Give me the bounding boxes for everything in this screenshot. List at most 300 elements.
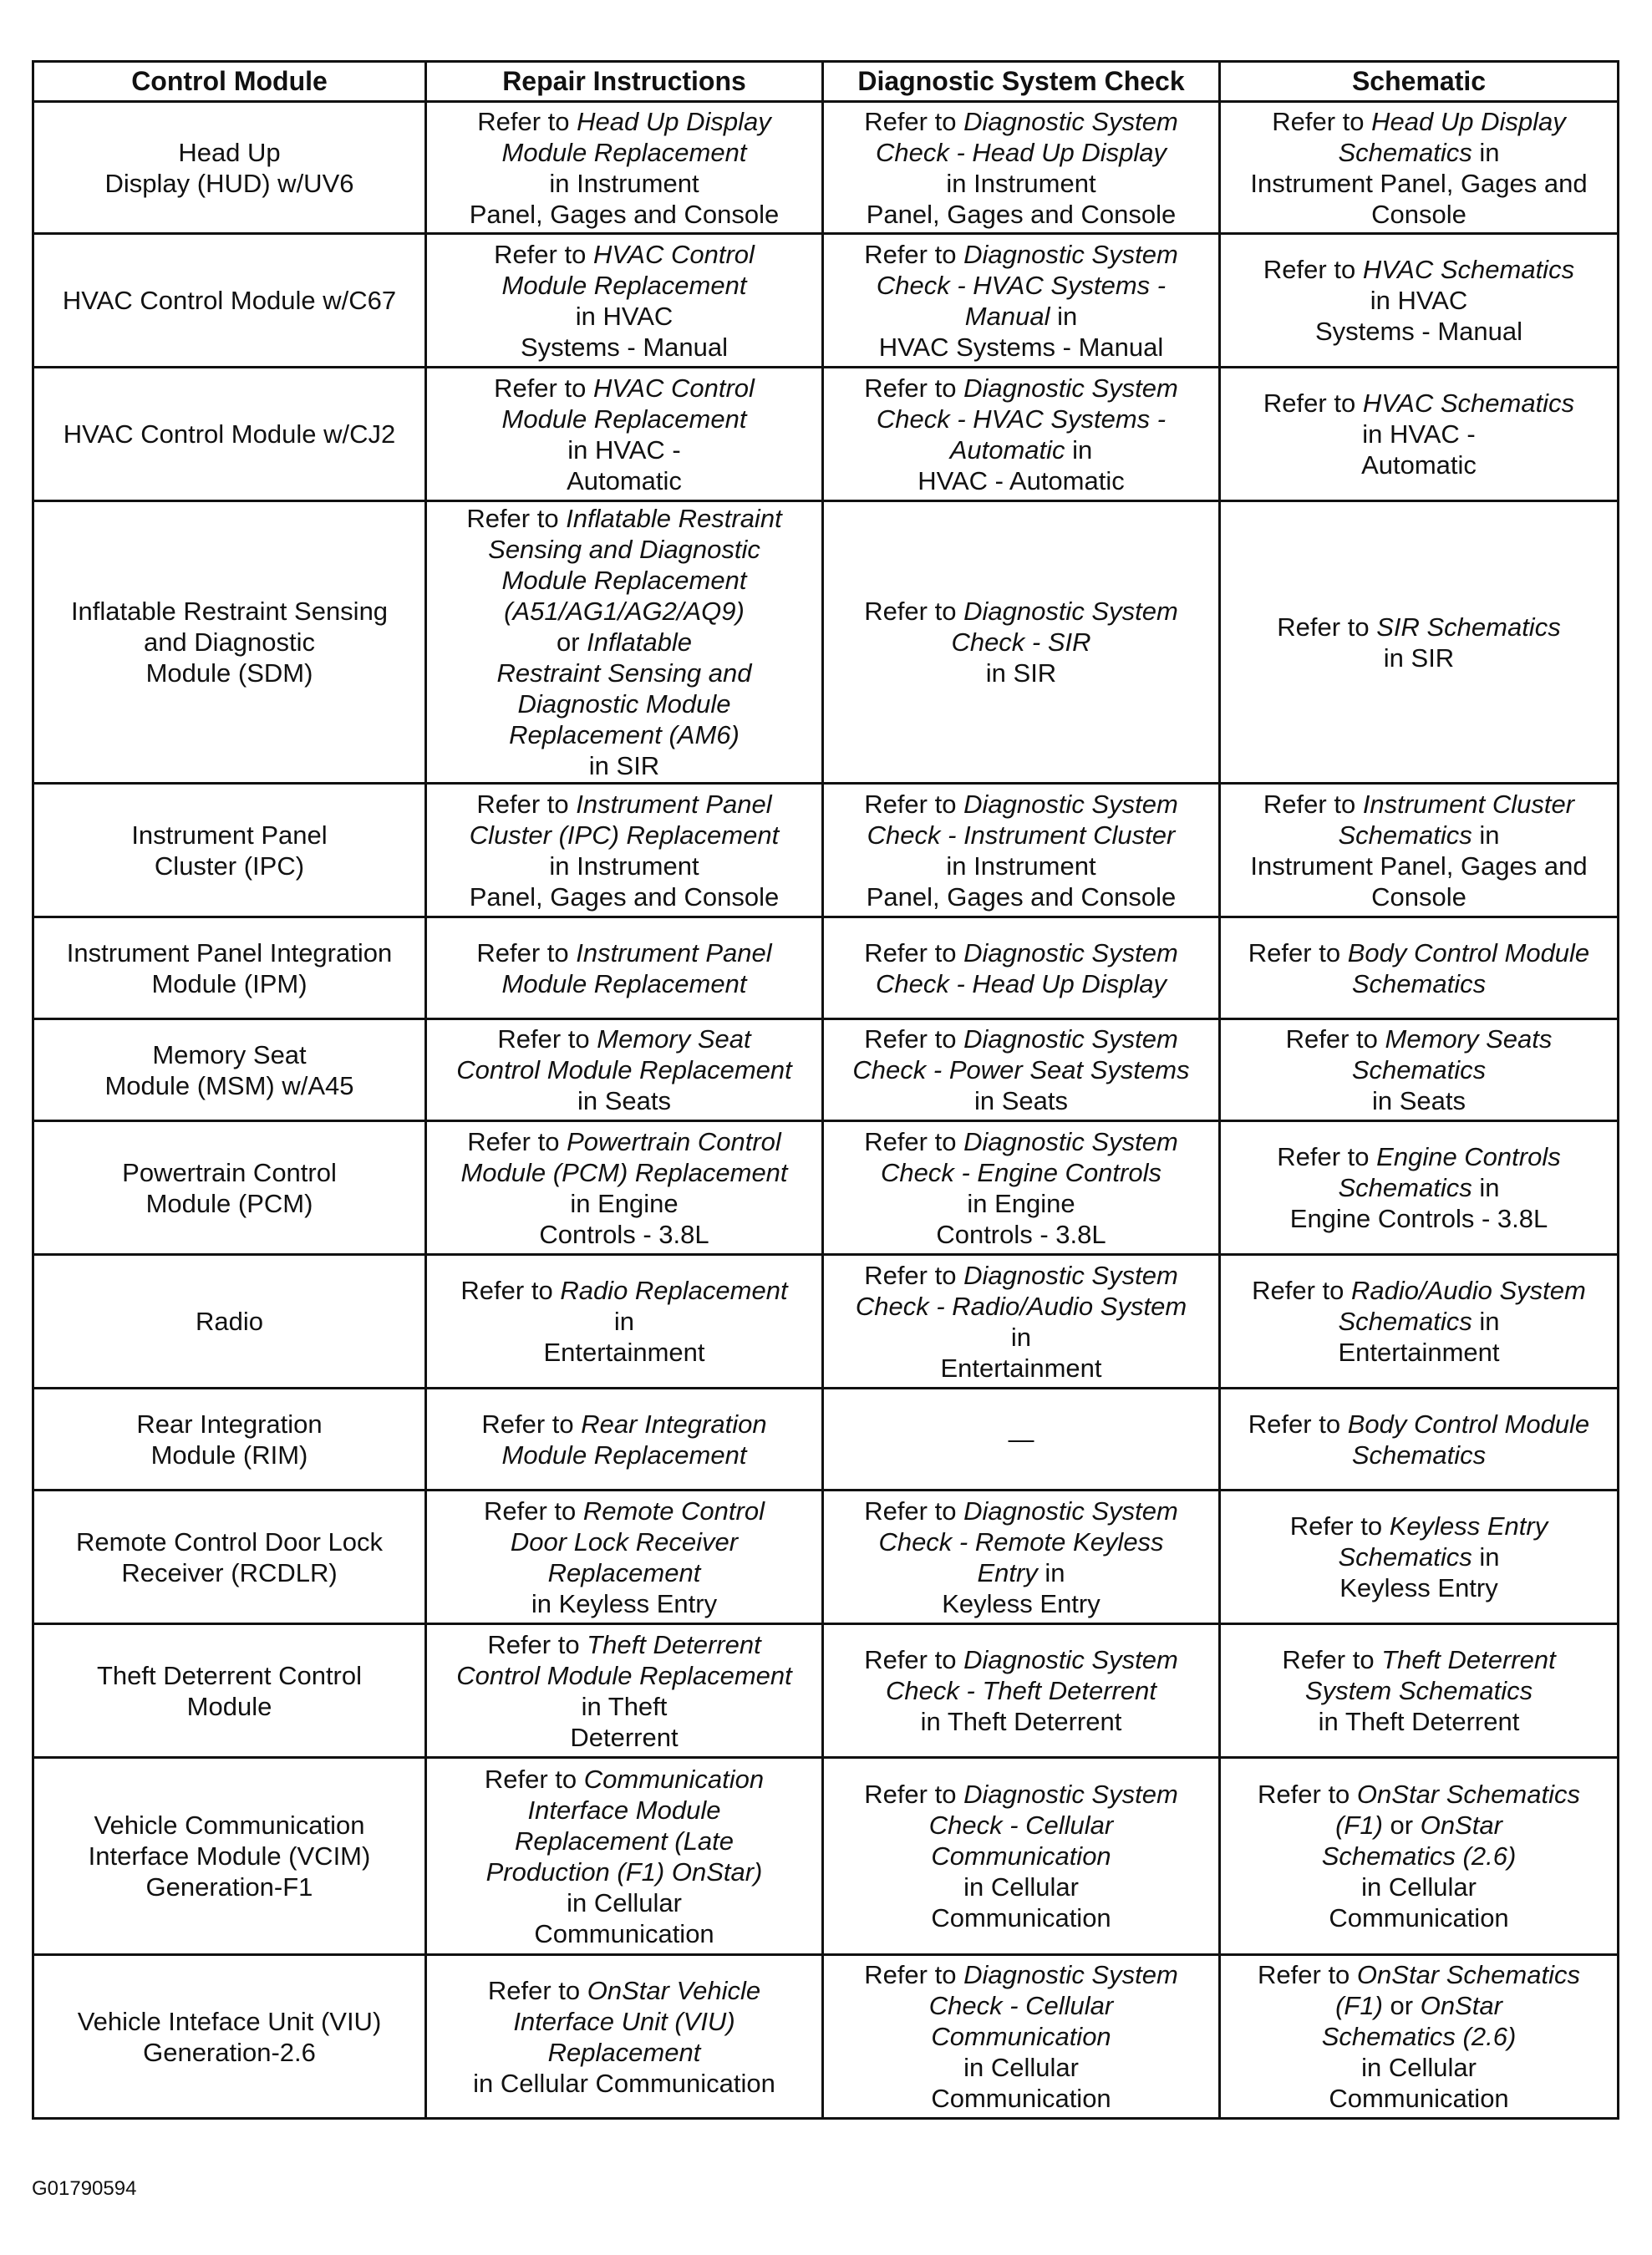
cell-line bbox=[829, 2021, 1213, 2052]
cell-line bbox=[432, 503, 816, 534]
cell-text: Refer to bbox=[864, 1645, 964, 1674]
reference-title: Keyless Entry bbox=[1389, 1511, 1548, 1541]
cell-text: Refer to bbox=[864, 1260, 964, 1290]
cell-line bbox=[1226, 1541, 1612, 1572]
cell-text: Module (MSM) w/A45 bbox=[104, 1070, 354, 1100]
cell-line bbox=[829, 1496, 1213, 1526]
reference-title: Check - SIR bbox=[951, 627, 1091, 657]
cell-line bbox=[829, 137, 1213, 168]
cell-line bbox=[1226, 137, 1612, 168]
cell-text: in Instrument bbox=[549, 851, 699, 881]
cell-line bbox=[1226, 881, 1612, 912]
cell-text: Refer to bbox=[494, 373, 593, 403]
reference-title: Interface Unit (VIU) bbox=[513, 2006, 735, 2036]
table-row bbox=[33, 1758, 1619, 1955]
cell-line bbox=[432, 719, 816, 750]
reference-title: Instrument Panel bbox=[576, 789, 772, 819]
cell-line bbox=[432, 1557, 816, 1588]
reference-title: Diagnostic System bbox=[963, 1780, 1178, 1809]
cell-text: in Cellular bbox=[1361, 1872, 1477, 1902]
cell-line bbox=[432, 937, 816, 968]
cell-text: in Cellular bbox=[963, 1872, 1079, 1902]
cell-text: Generation-F1 bbox=[145, 1872, 313, 1902]
cell-text: Vehicle Communication bbox=[94, 1811, 365, 1840]
cell-text: Inflatable Restraint Sensing bbox=[70, 597, 389, 626]
cell-line bbox=[829, 1779, 1213, 1810]
repair-instructions-cell bbox=[426, 102, 823, 234]
diagnostic-check-cell bbox=[823, 784, 1220, 917]
reference-title: Radio Replacement bbox=[560, 1276, 788, 1305]
module-cell bbox=[33, 1121, 426, 1255]
cell-line bbox=[432, 1275, 816, 1306]
column-header-control-module: Control Module bbox=[33, 62, 426, 102]
cell-text: Instrument Panel, Gages and bbox=[1250, 168, 1588, 198]
table-row bbox=[33, 1389, 1619, 1491]
cell-line bbox=[43, 1157, 416, 1188]
cell-line bbox=[1226, 2083, 1612, 2114]
reference-title: Engine Controls bbox=[1376, 1142, 1561, 1171]
schematic-cell bbox=[1220, 102, 1619, 234]
cell-text: in Instrument bbox=[549, 168, 699, 198]
cell-line bbox=[432, 1826, 816, 1856]
cell-line bbox=[1226, 1841, 1612, 1872]
cell-text: Refer to bbox=[864, 1126, 964, 1156]
cell-text: Refer to bbox=[481, 1409, 582, 1439]
schematic-cell bbox=[1220, 1491, 1619, 1624]
cell-line bbox=[432, 1629, 816, 1660]
reference-title: Powertrain Control bbox=[567, 1126, 781, 1156]
cell-text: Refer to bbox=[1277, 1142, 1377, 1171]
cell-line bbox=[432, 968, 816, 999]
table-row bbox=[33, 102, 1619, 234]
cell-line bbox=[432, 1660, 816, 1691]
reference-title: Cluster (IPC) Replacement bbox=[469, 820, 780, 850]
cell-text: Refer to bbox=[487, 1629, 587, 1659]
reference-title: Door Lock Receiver bbox=[510, 1526, 739, 1557]
cell-line bbox=[432, 1054, 816, 1085]
reference-title: Theft Deterrent bbox=[1381, 1645, 1556, 1674]
schematic-cell bbox=[1220, 1255, 1619, 1389]
cell-line bbox=[432, 137, 816, 168]
module-cell bbox=[33, 1389, 426, 1491]
schematic-cell bbox=[1220, 1019, 1619, 1121]
table-row bbox=[33, 917, 1619, 1019]
module-cell bbox=[33, 102, 426, 234]
reference-title: Check - Engine Controls bbox=[881, 1157, 1161, 1187]
cell-text: in bbox=[1065, 434, 1093, 465]
cell-text: Engine Controls - 3.8L bbox=[1289, 1204, 1548, 1233]
reference-title: Module (PCM) Replacement bbox=[460, 1157, 788, 1187]
cell-line bbox=[829, 789, 1213, 820]
cell-text: in SIR bbox=[1383, 642, 1455, 673]
diagnostic-check-cell bbox=[823, 917, 1220, 1019]
reference-title: Diagnostic System bbox=[963, 1645, 1178, 1674]
cell-line bbox=[432, 1975, 816, 2006]
reference-title: Schematics bbox=[1338, 820, 1472, 850]
cell-text: Refer to bbox=[1263, 255, 1363, 284]
cell-text: Instrument Panel Integration bbox=[66, 937, 393, 968]
cell-text: Rear Integration bbox=[136, 1409, 323, 1439]
cell-text: in HVAC - bbox=[1362, 419, 1476, 449]
reference-title: HVAC Schematics bbox=[1362, 255, 1575, 284]
cell-line bbox=[1226, 1172, 1612, 1203]
reference-title: Diagnostic System bbox=[963, 1024, 1178, 1054]
reference-title: Diagnostic System bbox=[963, 239, 1178, 269]
reference-title: (A51/AG1/AG2/AQ9) bbox=[504, 597, 745, 626]
diagnostic-check-cell bbox=[823, 1019, 1220, 1121]
reference-title: Communication bbox=[931, 1841, 1111, 1871]
cell-text: in Cellular bbox=[1361, 2053, 1477, 2082]
diagnostic-check-cell bbox=[823, 234, 1220, 368]
cell-line bbox=[829, 1424, 1213, 1455]
cell-text: Module (IPM) bbox=[151, 968, 308, 998]
cell-line bbox=[43, 1810, 416, 1841]
cell-line bbox=[829, 1188, 1213, 1219]
module-cell bbox=[33, 234, 426, 368]
cell-line bbox=[829, 1157, 1213, 1188]
cell-text: Refer to bbox=[1263, 789, 1363, 819]
reference-title: Body Control Module bbox=[1347, 1409, 1590, 1439]
reference-title: Diagnostic System bbox=[963, 373, 1178, 403]
reference-title: Production (F1) OnStar) bbox=[485, 1856, 763, 1887]
cell-line bbox=[43, 1660, 416, 1691]
cell-text: Communication bbox=[534, 1918, 714, 1948]
cell-line bbox=[432, 2006, 816, 2037]
cell-line bbox=[829, 1675, 1213, 1706]
table-row bbox=[33, 1624, 1619, 1758]
reference-title: Restraint Sensing and bbox=[496, 658, 752, 688]
reference-title: (F1) bbox=[1335, 1991, 1383, 2020]
cell-line bbox=[432, 1409, 816, 1440]
cell-line bbox=[432, 332, 816, 363]
cell-line bbox=[1226, 1810, 1612, 1841]
cell-text: Refer to bbox=[864, 1960, 964, 1989]
reference-title: System Schematics bbox=[1304, 1676, 1533, 1705]
cell-line bbox=[43, 1526, 416, 1557]
diagnostic-check-cell bbox=[823, 1491, 1220, 1624]
cell-text: Theft Deterrent Control bbox=[96, 1660, 363, 1690]
cell-line bbox=[1226, 1054, 1612, 1085]
cell-text: Powertrain Control bbox=[122, 1157, 337, 1187]
schematic-cell bbox=[1220, 1121, 1619, 1255]
cell-line bbox=[432, 1219, 816, 1250]
cell-text: in Cellular bbox=[963, 2053, 1079, 2082]
reference-title: Diagnostic Module bbox=[517, 689, 731, 719]
cell-text: in bbox=[1472, 1542, 1500, 1572]
cell-line bbox=[1226, 2052, 1612, 2083]
reference-title: Module Replacement bbox=[501, 1440, 747, 1470]
reference-title: Radio/Audio System bbox=[1351, 1276, 1586, 1305]
cell-text: in bbox=[1010, 1322, 1032, 1352]
reference-title: Diagnostic System bbox=[963, 937, 1178, 968]
reference-title: Diagnostic System bbox=[963, 1960, 1178, 1989]
reference-title: Head Up Display bbox=[1371, 106, 1566, 136]
cell-line bbox=[829, 1291, 1213, 1322]
cell-text: Interface Module (VCIM) bbox=[88, 1841, 371, 1871]
cell-line bbox=[829, 820, 1213, 851]
diagnostic-check-cell bbox=[823, 1758, 1220, 1955]
cell-text: HVAC - Automatic bbox=[917, 465, 1125, 495]
reference-title: Check - Instrument Cluster bbox=[867, 820, 1176, 850]
cell-line bbox=[432, 1188, 816, 1219]
cell-line bbox=[432, 404, 816, 434]
cell-text: in HVAC bbox=[575, 301, 674, 331]
cell-text: Refer to bbox=[1277, 612, 1377, 642]
reference-title: Rear Integration bbox=[581, 1409, 767, 1439]
cell-text: in Instrument bbox=[946, 851, 1096, 881]
cell-line bbox=[1226, 316, 1612, 347]
repair-instructions-cell bbox=[426, 1491, 823, 1624]
cell-line bbox=[432, 168, 816, 199]
column-header-schematic: Schematic bbox=[1220, 62, 1619, 102]
schematic-cell bbox=[1220, 1389, 1619, 1491]
cell-text: in bbox=[1472, 137, 1500, 167]
cell-line bbox=[43, 1188, 416, 1219]
reference-title: Communication bbox=[583, 1764, 765, 1794]
cell-line bbox=[829, 168, 1213, 199]
cell-line bbox=[432, 1795, 816, 1826]
cell-line bbox=[1226, 612, 1612, 642]
cell-text: in Seats bbox=[1371, 1086, 1466, 1115]
table-row bbox=[33, 234, 1619, 368]
cell-text: Module (SDM) bbox=[145, 658, 313, 688]
cell-line bbox=[1226, 968, 1612, 999]
cell-line bbox=[829, 881, 1213, 912]
reference-title: Schematics bbox=[1351, 1055, 1487, 1084]
cell-line bbox=[43, 968, 416, 999]
schematic-cell bbox=[1220, 368, 1619, 501]
header-row bbox=[33, 62, 1619, 102]
cell-line bbox=[829, 1085, 1213, 1116]
reference-title: Module Replacement bbox=[501, 137, 747, 167]
reference-title: Schematics (2.6) bbox=[1321, 2022, 1517, 2051]
cell-line bbox=[432, 658, 816, 688]
cell-text: in Keyless Entry bbox=[531, 1588, 718, 1618]
reference-title: Instrument Cluster bbox=[1362, 789, 1575, 819]
cell-line bbox=[829, 434, 1213, 465]
cell-line bbox=[1226, 1959, 1612, 1990]
cell-line bbox=[1226, 1337, 1612, 1368]
table-row bbox=[33, 1121, 1619, 1255]
cell-line bbox=[1226, 1872, 1612, 1902]
cell-line bbox=[829, 270, 1213, 301]
cell-line bbox=[829, 2052, 1213, 2083]
cell-line bbox=[432, 1691, 816, 1722]
cell-text: HVAC Systems - Manual bbox=[878, 332, 1164, 362]
cell-text: Refer to bbox=[864, 1024, 964, 1054]
control-module-table bbox=[32, 60, 1619, 2120]
cell-line bbox=[829, 404, 1213, 434]
cell-line bbox=[1226, 449, 1612, 480]
cell-line bbox=[1226, 1572, 1612, 1603]
reference-title: Inflatable Restraint bbox=[566, 504, 782, 533]
cell-text: in Theft Deterrent bbox=[920, 1707, 1122, 1736]
cell-line bbox=[432, 1856, 816, 1887]
reference-title: Diagnostic System bbox=[963, 789, 1178, 819]
cell-text: Console bbox=[1371, 199, 1466, 229]
table-header bbox=[33, 62, 1619, 102]
cell-line bbox=[43, 1872, 416, 1902]
cell-text: Refer to bbox=[497, 1024, 597, 1054]
reference-title: Diagnostic System bbox=[963, 1496, 1178, 1526]
repair-instructions-cell bbox=[426, 1019, 823, 1121]
repair-instructions-cell bbox=[426, 1255, 823, 1389]
repair-instructions-cell bbox=[426, 1121, 823, 1255]
cell-text: in Seats bbox=[577, 1086, 671, 1115]
reference-title: Module Replacement bbox=[501, 270, 747, 300]
cell-line bbox=[432, 596, 816, 627]
cell-text: or bbox=[556, 627, 587, 657]
cell-text: Refer to bbox=[487, 1975, 587, 2005]
cell-line bbox=[43, 2037, 416, 2068]
reference-title: Automatic bbox=[949, 434, 1065, 465]
cell-line bbox=[432, 851, 816, 881]
reference-title: Check - HVAC Systems - bbox=[876, 270, 1167, 300]
cell-line bbox=[432, 434, 816, 465]
reference-title: Module Replacement bbox=[501, 968, 747, 998]
column-header-diagnostic-system-check: Diagnostic System Check bbox=[823, 62, 1220, 102]
cell-line bbox=[1226, 851, 1612, 881]
repair-instructions-cell bbox=[426, 501, 823, 784]
reference-title: Module Replacement bbox=[501, 566, 747, 595]
cell-line bbox=[829, 2083, 1213, 2114]
schematic-cell bbox=[1220, 1758, 1619, 1955]
module-table-container bbox=[32, 60, 1617, 2120]
cell-text: in bbox=[613, 1307, 635, 1336]
cell-text: Communication bbox=[931, 2084, 1111, 2113]
cell-line bbox=[432, 1722, 816, 1753]
cell-line bbox=[43, 2006, 416, 2037]
reference-title: Check - Cellular bbox=[928, 1991, 1114, 2020]
cell-line bbox=[1226, 1141, 1612, 1172]
reference-title: Schematics (2.6) bbox=[1321, 1841, 1517, 1871]
cell-line bbox=[432, 199, 816, 230]
reference-title: Remote Control bbox=[582, 1496, 765, 1526]
cell-text: Refer to bbox=[494, 239, 593, 269]
cell-text: Systems - Manual bbox=[520, 332, 729, 362]
cell-line bbox=[829, 658, 1213, 688]
cell-line bbox=[829, 465, 1213, 496]
cell-line bbox=[432, 1588, 816, 1619]
cell-line bbox=[1226, 1440, 1612, 1470]
cell-line bbox=[432, 627, 816, 658]
cell-line bbox=[1226, 1203, 1612, 1234]
cell-text: in Theft bbox=[581, 1691, 668, 1721]
cell-text: Vehicle Inteface Unit (VIU) bbox=[77, 2006, 382, 2036]
cell-line bbox=[432, 2068, 816, 2099]
cell-line bbox=[829, 1126, 1213, 1157]
cell-line bbox=[1226, 937, 1612, 968]
cell-line bbox=[829, 239, 1213, 270]
schematic-cell bbox=[1220, 917, 1619, 1019]
reference-title: Check - HVAC Systems - bbox=[876, 404, 1167, 434]
cell-line bbox=[1226, 1644, 1612, 1675]
reference-title: OnStar Schematics bbox=[1356, 1960, 1580, 1989]
cell-line bbox=[1226, 1275, 1612, 1306]
cell-line bbox=[43, 820, 416, 851]
cell-text: in Cellular bbox=[567, 1887, 682, 1917]
table-row bbox=[33, 1491, 1619, 1624]
reference-title: Schematics bbox=[1351, 1440, 1487, 1470]
cell-line bbox=[829, 968, 1213, 999]
cell-text: Refer to bbox=[864, 1496, 964, 1526]
cell-text: in bbox=[1050, 301, 1078, 331]
module-cell bbox=[33, 784, 426, 917]
cell-line bbox=[432, 1337, 816, 1368]
cell-text: Refer to bbox=[864, 937, 964, 968]
cell-text: Controls - 3.8L bbox=[539, 1219, 709, 1249]
reference-title: (F1) bbox=[1335, 1811, 1383, 1840]
schematic-cell bbox=[1220, 1955, 1619, 2119]
cell-text: Entertainment bbox=[940, 1353, 1102, 1383]
cell-text: Refer to bbox=[864, 597, 964, 626]
cell-line bbox=[432, 750, 816, 781]
cell-line bbox=[1226, 199, 1612, 230]
cell-line bbox=[43, 596, 416, 627]
cell-line bbox=[1226, 1990, 1612, 2021]
cell-line bbox=[43, 627, 416, 658]
cell-line bbox=[432, 1126, 816, 1157]
cell-line bbox=[1226, 254, 1612, 285]
reference-title: OnStar bbox=[1420, 1991, 1502, 2020]
cell-text: Refer to bbox=[1285, 1024, 1385, 1054]
cell-text: Refer to bbox=[1263, 389, 1363, 418]
reference-title: Interface Module bbox=[527, 1795, 721, 1825]
cell-line bbox=[1226, 1306, 1612, 1337]
reference-title: Schematics bbox=[1351, 968, 1487, 998]
cell-text: Receiver (RCDLR) bbox=[121, 1557, 338, 1587]
cell-text: Refer to bbox=[1272, 106, 1372, 136]
reference-title: Check - Head Up Display bbox=[875, 137, 1167, 167]
cell-line bbox=[432, 1085, 816, 1116]
cell-text: Display (HUD) w/UV6 bbox=[104, 168, 354, 198]
reference-title: Replacement (Late bbox=[515, 1826, 734, 1856]
reference-title: Instrument Panel bbox=[576, 937, 772, 968]
cell-line bbox=[829, 1902, 1213, 1933]
cell-line bbox=[432, 1023, 816, 1054]
cell-line bbox=[432, 565, 816, 596]
cell-text: Refer to bbox=[864, 239, 964, 269]
cell-text: Refer to bbox=[1258, 1960, 1357, 1989]
schematic-cell bbox=[1220, 1624, 1619, 1758]
cell-line bbox=[43, 1557, 416, 1588]
cell-line bbox=[1226, 1675, 1612, 1706]
cell-line bbox=[829, 627, 1213, 658]
cell-line bbox=[829, 1810, 1213, 1841]
cell-line bbox=[432, 1764, 816, 1795]
reference-title: Inflatable bbox=[587, 627, 692, 657]
cell-text: Refer to bbox=[1248, 1409, 1348, 1439]
cell-line bbox=[829, 851, 1213, 881]
cell-line bbox=[829, 332, 1213, 363]
cell-line bbox=[829, 199, 1213, 230]
cell-line bbox=[432, 820, 816, 851]
reference-title: Replacement bbox=[547, 2037, 701, 2067]
cell-line bbox=[829, 1322, 1213, 1353]
cell-line bbox=[829, 301, 1213, 332]
cell-line bbox=[43, 658, 416, 688]
cell-text: in Engine bbox=[570, 1188, 679, 1218]
cell-text: Memory Seat bbox=[152, 1039, 307, 1069]
cell-text: Entertainment bbox=[543, 1338, 705, 1367]
cell-line bbox=[829, 1706, 1213, 1737]
cell-text: Refer to bbox=[476, 789, 577, 819]
cell-line bbox=[1226, 1085, 1612, 1116]
repair-instructions-cell bbox=[426, 917, 823, 1019]
module-cell bbox=[33, 368, 426, 501]
reference-title: SIR Schematics bbox=[1376, 612, 1561, 642]
reference-title: Schematics bbox=[1338, 1173, 1472, 1202]
